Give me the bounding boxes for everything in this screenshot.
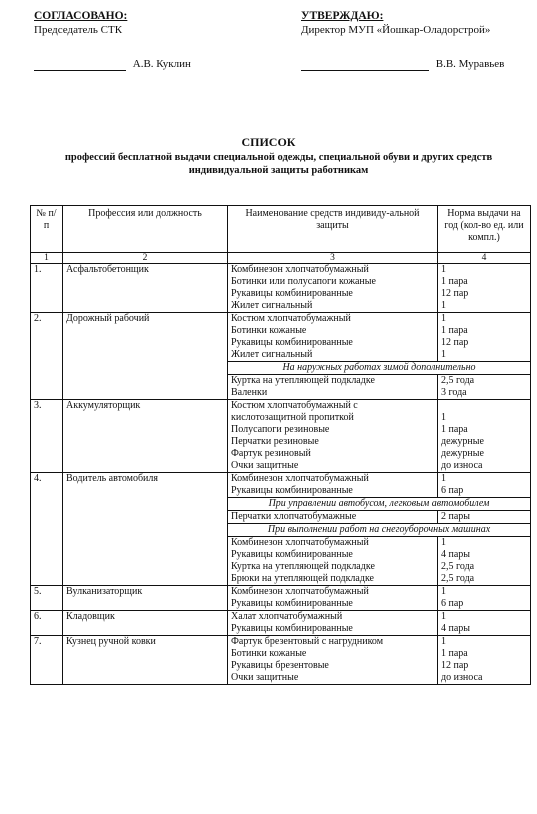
table-row [31, 473, 531, 498]
ppe-norm-cell [438, 537, 531, 586]
ppe-table [30, 205, 531, 685]
ppe-item: Рукавицы комбинированные [231, 549, 353, 560]
header-num: № п/п [31, 206, 63, 253]
document-title: СПИСОК [241, 135, 296, 149]
document-subtitle: профессий бесплатной выдачи специальной одежды, специальной обуви и других средств индивидуальной защиты работникам [64, 152, 493, 176]
ppe-norms-cell [438, 264, 531, 313]
ppe-norm: дежурные [441, 448, 484, 459]
ppe-norm: 12 пар [441, 337, 469, 348]
ppe-items-cell [228, 264, 438, 313]
ppe-norm: 1 [441, 264, 446, 275]
row-number: 6. [31, 611, 63, 636]
ppe-item: Комбинезон хлопчатобумажный [231, 537, 369, 548]
row-profession: Кладовщик [63, 611, 228, 636]
ppe-items-cell [228, 400, 438, 473]
row-number: 2. [31, 313, 63, 400]
approval-title: СОГЛАСОВАНО: [34, 10, 128, 22]
row-number: 4. [31, 473, 63, 586]
ppe-norm: 4 пары [441, 549, 471, 560]
ppe-norms-cell [438, 586, 531, 611]
ppe-item: Очки защитные [231, 460, 299, 471]
ppe-norm: 4 пары [441, 623, 471, 634]
ppe-item: Фартук брезентовый с нагрудником [231, 636, 384, 647]
ppe-norm: 1 пара [441, 424, 468, 435]
table-row [31, 400, 531, 473]
ppe-item: Брюки на утепляющей подкладке [231, 573, 374, 584]
ppe-norm: 1 [441, 611, 446, 622]
ppe-norms-cell [438, 473, 531, 498]
row-number: 5. [31, 586, 63, 611]
ppe-item: Валенки [231, 387, 268, 398]
ppe-items-cell [228, 636, 438, 685]
ppe-norm: 1 [441, 300, 446, 311]
ppe-item: Рукавицы брезентовые [231, 660, 329, 671]
ppe-item: Ботинки или полусапоги кожаные [231, 276, 376, 287]
ppe-item: Перчатки резиновые [231, 436, 319, 447]
ppe-item: Костюм хлопчатобумажный с кислотозащитной пропиткой [231, 400, 358, 423]
ppe-norm-cell [438, 375, 531, 400]
row-profession: Кузнец ручной ковки [63, 636, 228, 685]
ppe-items-cell [228, 313, 438, 362]
table-body [31, 264, 531, 685]
ppe-item: Рукавицы комбинированные [231, 623, 353, 634]
ppe-norm: 1 [441, 313, 446, 324]
column-number: 3 [228, 253, 438, 264]
approval-signature-row [34, 57, 254, 71]
ppe-norm: 1 пара [441, 648, 468, 659]
ppe-norm: 3 года [441, 387, 467, 398]
row-profession: Дорожный рабочий [63, 313, 228, 400]
ppe-norm: 12 пар [441, 660, 469, 671]
ppe-norm: 1 [441, 636, 446, 647]
ppe-item: Куртка на утепляющей подкладке [231, 561, 375, 572]
row-profession: Асфальтобетонщик [63, 264, 228, 313]
row-number: 3. [31, 400, 63, 473]
ppe-norm: 6 пар [441, 485, 464, 496]
header-norm: Норма выдачи на год (кол-во ед. или компл.) [438, 206, 531, 253]
ppe-item: Халат хлопчатобумажный [231, 611, 343, 622]
ppe-item: Рукавицы комбинированные [231, 598, 353, 609]
column-number: 4 [438, 253, 531, 264]
ppe-norm: 2,5 года [441, 561, 475, 572]
confirm-name: В.В. Муравьев [435, 58, 505, 70]
ppe-item-cell [228, 375, 438, 400]
row-profession: Водитель автомобиля [63, 473, 228, 586]
row-profession: Аккумуляторщик [63, 400, 228, 473]
ppe-item: Фартук резиновый [231, 448, 311, 459]
subsection-heading: При выполнении работ на снегоуборочных машинах [228, 524, 531, 537]
ppe-item: Комбинезон хлопчатобумажный [231, 473, 369, 484]
table-row [31, 313, 531, 362]
row-number: 7. [31, 636, 63, 685]
approval-name: А.В. Куклин [132, 58, 191, 70]
confirm-block [301, 9, 537, 71]
ppe-item: Комбинезон хлопчатобумажный [231, 264, 369, 275]
ppe-item: Ботинки кожаные [231, 325, 307, 336]
subsection-heading: При управлении автобусом, легковым автомобилем [228, 498, 531, 511]
ppe-norm: до износа [441, 460, 483, 471]
ppe-norm-cell [438, 511, 531, 524]
ppe-items-cell [228, 473, 438, 498]
header-profession: Профессия или должность [63, 206, 228, 253]
confirm-signature-row [301, 57, 537, 71]
ppe-item: Рукавицы комбинированные [231, 485, 353, 496]
ppe-norm: 6 пар [441, 598, 464, 609]
ppe-item-cell [228, 537, 438, 586]
table-row [31, 264, 531, 313]
table-row [31, 586, 531, 611]
approval-block [34, 9, 254, 71]
ppe-norms-cell [438, 400, 531, 473]
ppe-items-cell [228, 611, 438, 636]
ppe-norm: 1 [441, 412, 446, 423]
ppe-norm: 1 пара [441, 325, 468, 336]
ppe-item: Жилет сигнальный [231, 349, 313, 360]
ppe-norms-cell [438, 636, 531, 685]
ppe-norms-cell [438, 611, 531, 636]
ppe-norm: 1 [441, 586, 446, 597]
ppe-norm: 12 пар [441, 288, 469, 299]
ppe-norm: 1 [441, 537, 446, 548]
table-row [31, 636, 531, 685]
approval-position: Председатель СТК [34, 24, 123, 36]
column-number: 2 [63, 253, 228, 264]
ppe-norm: 1 [441, 473, 446, 484]
ppe-item: Куртка на утепляющей подкладке [231, 375, 375, 386]
column-number: 1 [31, 253, 63, 264]
ppe-item: Очки защитные [231, 672, 299, 683]
ppe-item: Перчатки хлопчатобумажные [231, 511, 357, 522]
confirm-title: УТВЕРЖДАЮ: [301, 10, 384, 22]
row-profession: Вулканизаторщик [63, 586, 228, 611]
subsection-heading: На наружных работах зимой дополнительно [228, 362, 531, 375]
ppe-item-cell [228, 511, 438, 524]
table-row [31, 611, 531, 636]
ppe-norms-cell [438, 313, 531, 362]
ppe-item: Комбинезон хлопчатобумажный [231, 586, 369, 597]
ppe-items-cell [228, 586, 438, 611]
ppe-item: Жилет сигнальный [231, 300, 313, 311]
row-number: 1. [31, 264, 63, 313]
confirm-position: Директор МУП «Йошкар-Оладорстрой» [301, 24, 491, 36]
ppe-item: Рукавицы комбинированные [231, 288, 353, 299]
signature-line [301, 59, 429, 71]
ppe-norm: 1 пара [441, 276, 468, 287]
ppe-norm: до износа [441, 672, 483, 683]
ppe-item: Полусапоги резиновые [231, 424, 330, 435]
table-header-row [31, 206, 531, 253]
ppe-item: Рукавицы комбинированные [231, 337, 353, 348]
ppe-norm: 2,5 года [441, 573, 475, 584]
column-number-row [31, 253, 531, 264]
ppe-norm: 1 [441, 349, 446, 360]
header-items: Наименование средств индивиду-альной защиты [228, 206, 438, 253]
ppe-norm: 2,5 года [441, 375, 475, 386]
ppe-norm: дежурные [441, 436, 484, 447]
ppe-item: Ботинки кожаные [231, 648, 307, 659]
signature-line [34, 59, 126, 71]
ppe-norm: 2 пары [441, 511, 471, 522]
ppe-item: Костюм хлопчатобумажный [231, 313, 351, 324]
